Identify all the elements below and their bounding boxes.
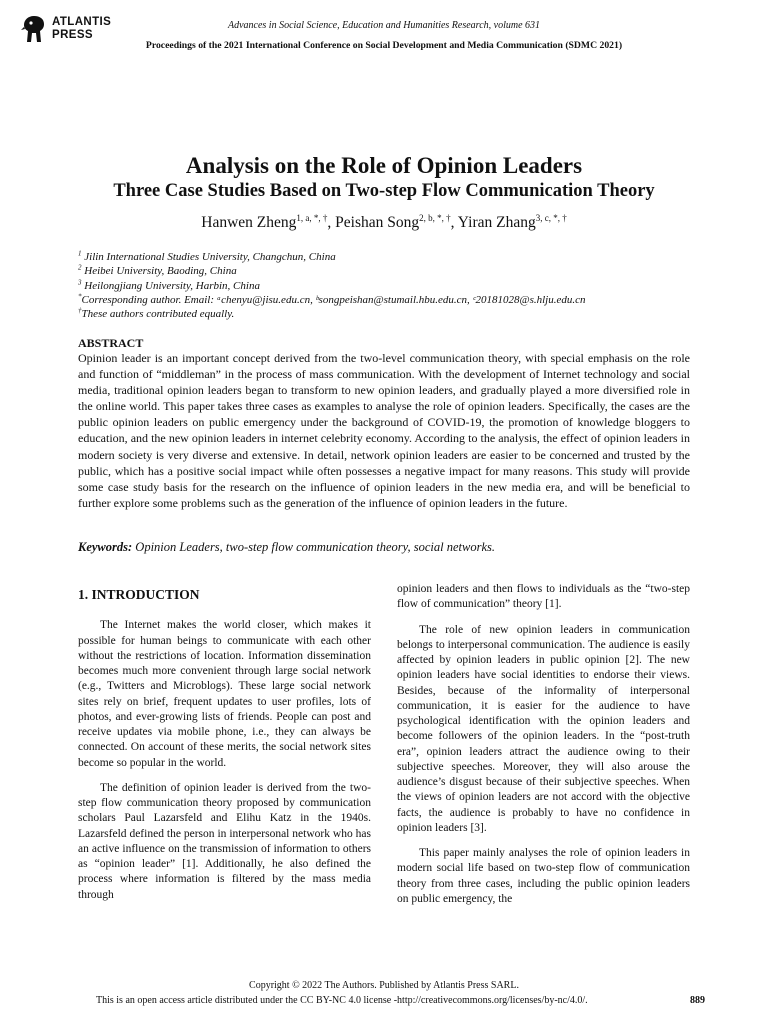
author-superscript: 1, a, *, † [296,212,328,223]
logo-text-line1: ATLANTIS [52,16,112,28]
affiliation-marker: * [78,292,82,301]
license-notice: This is an open access article distributed under the CC BY-NC 4.0 license -http://creativecommons.org/licenses/by-nc/4.0/. [96,995,588,1006]
logo-text-line2: PRESS [52,29,93,41]
journal-name: Advances in Social Science, Education and Humanities Research, volume 631 [227,20,541,31]
equal-contribution-text: These authors contributed equally. [81,308,235,321]
page-number: 889 [690,995,705,1006]
affiliation-item [78,264,718,278]
section-heading-introduction: 1. INTRODUCTION [78,587,200,602]
body-paragraph: The role of new opinion leaders in communication belongs to interpersonal communication. The audience is easily affected by opinion leaders in public opinion [2]. The new opinion leaders have social identities to endorse their views. Besides, because of the informality of interpersonal communication, it is easier for the audience to have psychological identification with the opinion leaders and become followers of the opinion leaders. In the “post-truth era”, opinion leaders attract the audience owing to their subjective speeches. Moreover, they will also arouse the audience’s disgust because of their subjective speeches. When the views of opinion leaders are not accord with the objective facts, the audience is probably to have no confidence in opinion leaders [3]. [397,623,690,834]
affiliation-item [78,250,718,264]
affiliation-item [78,279,718,293]
affiliation-text: Heilongjiang University, Harbin, China [81,279,260,292]
affiliation-list [78,250,718,321]
affiliation-text: Jilin International Studies University, Changchun, China [81,251,336,263]
paper-title: Analysis on the Role of Opinion Leaders [185,153,583,178]
author-superscript: 3, c, *, † [535,212,567,223]
abstract-heading: ABSTRACT [78,336,144,350]
affiliation-marker: 3 [78,277,82,286]
affiliation-marker: † [78,306,82,315]
corresponding-author-text: Corresponding author. Email: ᵃchenyu@jisu.edu.cn, ᵇsongpeishan@stumail.hbu.edu.cn, ᶜ20181028@s.hlju.edu.cn [81,293,586,306]
body-paragraph: The Internet makes the world closer, which makes it possible for human beings to communicate with each other without the restrictions of location. Information dissemination becomes much more convenient through large social network (e.g., Twitters and Microblogs). These large social network sites rely on brief, frequent updates to user profiles, lots of photos, and ever-growing lists of friends. People can post and receive updates via mobile phone, i.e., they can always be connected. On account of these merits, the social network sites become so popular in the world. [78,619,371,769]
author-name: Peishan Song [335,214,420,231]
copyright-notice: Copyright © 2022 The Authors. Published by Atlantis Press SARL. [249,980,519,991]
proceedings-name: Proceedings of the 2021 International Conference on Social Development and Media Communication (SDMC 2021) [145,40,623,51]
author-separator: , [327,214,336,231]
author-list [0,214,768,232]
keywords-text: Opinion Leaders, two-step flow communication theory, social networks. [132,540,495,554]
author-superscript: 2, b, *, † [419,212,451,223]
affiliation-text: Heibei University, Baoding, China [81,265,237,278]
author-name: Yiran Zhang [457,214,536,231]
equal-contribution-note [78,307,718,321]
body-paragraph: This paper mainly analyses the role of opinion leaders in modern social life based on two-step flow of communication theory from three cases, including the public opinion leaders on public emergency, the [397,847,690,905]
keywords-line [78,540,690,555]
affiliation-marker: 1 [78,249,82,258]
body-paragraph: opinion leaders and then flows to individuals as the “two-step flow of communication” theory [1]. [397,583,690,611]
author-name: Hanwen Zheng [201,214,297,231]
keywords-label: Keywords: [78,540,133,554]
author-separator: , [450,214,458,231]
corresponding-author [78,293,718,307]
right-column [397,582,690,917]
left-column [78,585,371,913]
abstract-text: Opinion leader is an important concept derived from the two-level communication theory, with special emphasis on the role and function of “middleman” in the process of mass communication. With the development of Internet technology and social media, traditional opinion leaders began to transform to new opinion leaders, and gradually played a more diversified role in the online world. This paper takes three cases as examples to analyse the role of opinion leaders. Specifically, the cases are the public opinion leaders on public emergency under the background of COVID-19, the promotion of knowledge bloggers to education, and the new opinion leaders in internet celebrity economy. According to the analysis, the effect of opinion leaders in modern society is very diverse and extensive. In detail, network opinion leaders are easier to be concerned and trusted by the public, which has a positive social impact while often possesses a negative impact for many reasons. This study will provide some case study basis for the research on the influence of opinion leaders in the new media era, and will be beneficial to further explore some problems such as the generation of the influence of opinion leaders in the future. [78,351,690,510]
body-paragraph: The definition of opinion leader is derived from the two-step flow communication theory proposed by communication scholars Paul Lazarsfeld and Elihu Katz in the 1940s. Lazarsfeld defined the person in interpersonal network who has an active influence on the transmission of information to others as “opinion leader” [1]. Additionally, he also defined the process where information is filtered by the mass media through [78,781,371,901]
paper-subtitle: Three Case Studies Based on Two-step Flow Communication Theory [113,181,655,201]
affiliation-marker: 2 [78,263,82,272]
